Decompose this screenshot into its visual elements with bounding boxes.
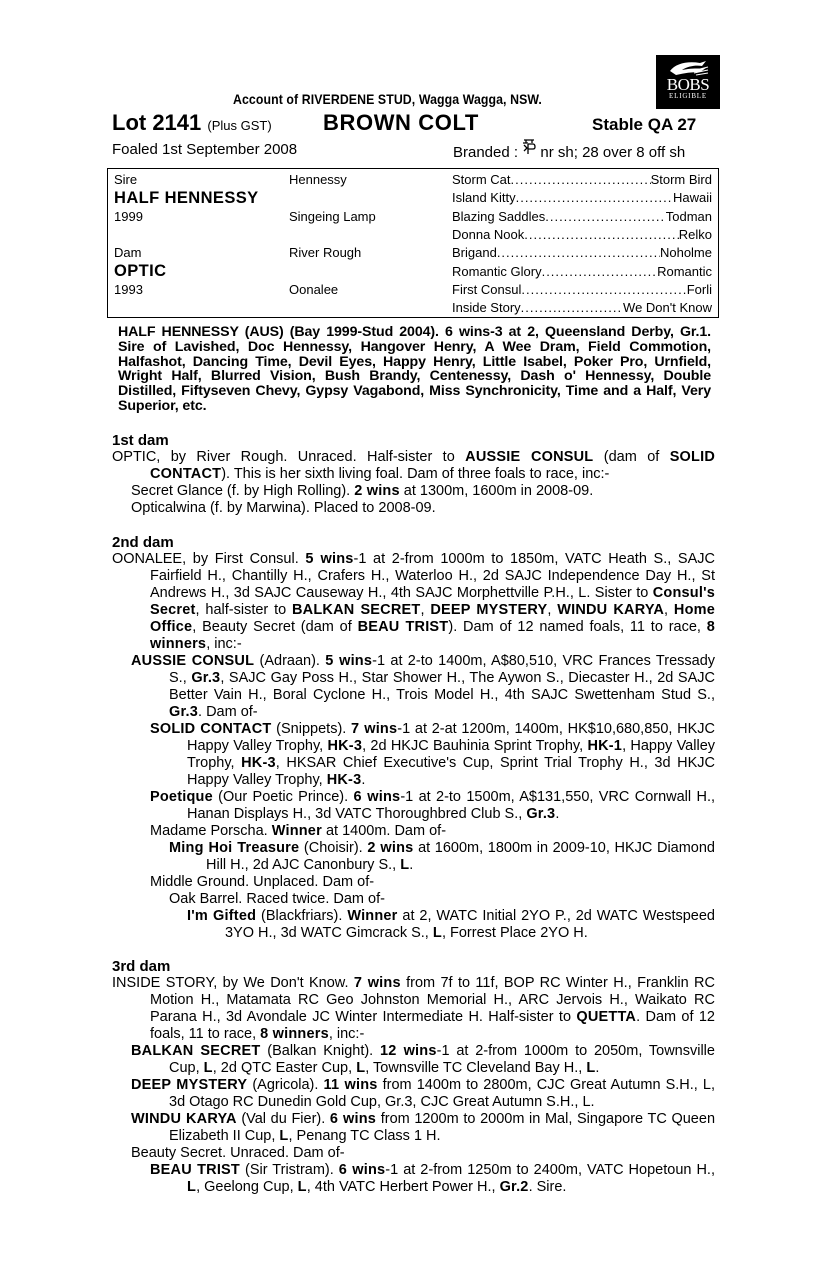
- bold-highlight: 8 winners: [150, 619, 716, 652]
- pedigree-entry: [150, 789, 715, 823]
- entry-text: , inc:-: [328, 1026, 365, 1042]
- entry-text: at 1300m, 1600m in 2008-09.: [399, 483, 594, 499]
- horse-description: BROWN COLT: [323, 110, 479, 135]
- entry-text: ,: [547, 602, 558, 618]
- section-heading: 1st dam: [112, 432, 169, 449]
- entry-text: from 1200m to 2000m in Mal, Singapore TC Queen Elizabeth II Cup,: [169, 1111, 716, 1144]
- bold-highlight: WINDU KARYA: [131, 1111, 237, 1127]
- bold-highlight: 5 wins: [325, 653, 373, 669]
- entry-text: Secret Glance (f. by High Rolling).: [131, 483, 355, 499]
- dam-year: 1993: [114, 282, 143, 297]
- branded-label: Branded :: [453, 144, 519, 161]
- section-heading: 2nd dam: [112, 534, 174, 551]
- entry-text: (Snippets).: [271, 721, 352, 737]
- bold-highlight: 8 winners: [260, 1026, 329, 1042]
- entry-text: , Penang TC Class 1 H.: [288, 1128, 441, 1144]
- entry-text: .: [409, 857, 414, 873]
- grandsire-paternal: Hennessy: [289, 172, 347, 187]
- entries: [112, 449, 715, 517]
- bold-highlight: L: [187, 1179, 197, 1195]
- sire-year: 1999: [114, 209, 143, 224]
- branded-info: [453, 141, 711, 161]
- entry-text: -1 at 2-to 1500m, A$131,550, VRC Cornwall H., Hanan Displays H., 3d VATC Thoroughbred Club S.,: [187, 789, 715, 822]
- entry-text: (Blackfriars).: [256, 908, 348, 924]
- lot-note: (Plus GST): [207, 118, 272, 133]
- entry-text: , half-sister to: [195, 602, 292, 618]
- entry-text: , 4th VATC Herbert Power H.,: [306, 1179, 500, 1195]
- great-grandparent-row: First Consul ..... Forli: [452, 281, 712, 299]
- bold-highlight: BALKAN SECRET: [131, 1043, 261, 1059]
- bold-highlight: QUETTA: [576, 1009, 637, 1025]
- pedigree-entry: [150, 1162, 715, 1196]
- bold-highlight: Gr.2: [499, 1179, 529, 1195]
- entry-text: Madame Porscha.: [150, 823, 272, 839]
- bold-highlight: L: [400, 857, 410, 873]
- dam-label: Dam: [114, 245, 142, 260]
- entry-text: (Agricola).: [247, 1077, 324, 1093]
- bold-highlight: L: [203, 1060, 213, 1076]
- bold-highlight: 2 wins: [367, 840, 414, 856]
- bold-highlight: L: [356, 1060, 366, 1076]
- bold-highlight: HK-1: [587, 738, 623, 754]
- entry-text: , SAJC Gay Poss H., Star Shower H., The Aywon S., Diecaster H., 2d SAJC Better Vain H., Boral Cyclone H., Trois Model H., 4th SAJC Swettenham Stud S.,: [169, 670, 715, 703]
- entry-text: ). Dam of 12 named foals, 11 to race,: [448, 619, 707, 635]
- entry-text: -1 at 2-at 1200m, 1400m, HK$10,680,850, HKJC Happy Valley Trophy,: [187, 721, 716, 754]
- sire-name: HALF HENNESSY: [114, 189, 259, 207]
- entry-text: from 7f to 11f, BOP RC Winter H., Franklin RC Motion H., Matamata RC Geo Johnston Memorial H., ARC Jervois H., Waikato RC Parana H., 3d Avondale JC Winter Intermediate H. Half-sister to: [150, 975, 715, 1025]
- pedigree-entry: [131, 1043, 715, 1077]
- entry-text: (Val du Fier).: [236, 1111, 330, 1127]
- entry-text: Opticalwina (f. by Marwina). Placed to 2008-09.: [131, 500, 436, 516]
- entry-text: (Choisir).: [299, 840, 368, 856]
- entry-text: INSIDE STORY, by We Don't Know.: [112, 975, 354, 991]
- bold-highlight: Home Office: [150, 602, 715, 635]
- entry-text: , 2d HKJC Bauhinia Sprint Trophy,: [362, 738, 588, 754]
- grandsire-maternal: River Rough: [289, 245, 362, 260]
- great-grandparent-row: Romantic Glory ..... Romantic: [452, 263, 712, 281]
- sire-label: Sire: [114, 172, 138, 187]
- great-grandparent-row: Storm Cat ..... Storm Bird: [452, 171, 712, 189]
- bobs-eligible-logo: [656, 55, 720, 109]
- pedigree-entry: [131, 500, 715, 517]
- great-grandparent-row: Island Kitty ..... Hawaii: [452, 189, 712, 207]
- bold-highlight: HK-3: [326, 772, 362, 788]
- entries: [112, 551, 715, 942]
- pedigree-entry: [150, 823, 715, 840]
- entry-text: . Dam of-: [198, 704, 258, 720]
- bold-highlight: BEAU TRIST: [357, 619, 449, 635]
- entry-text: Middle Ground. Unplaced. Dam of-: [150, 874, 375, 890]
- entry-text: OPTIC, by River Rough. Unraced. Half-sister to: [112, 449, 466, 465]
- bold-highlight: 11 wins: [323, 1077, 378, 1093]
- logo-title: BOBS: [666, 75, 710, 94]
- entry-text: Beauty Secret. Unraced. Dam of-: [131, 1145, 345, 1161]
- entry-text: . Dam of 12 foals, 11 to race,: [150, 1009, 715, 1042]
- entries: [112, 975, 715, 1196]
- entry-text: , Forrest Place 2YO H.: [441, 925, 588, 941]
- entry-text: , HKSAR Chief Executive's Cup, Sprint Trial Trophy H., 3d HKJC Happy Valley Trophy,: [187, 755, 715, 788]
- bold-highlight: Winner: [347, 908, 398, 924]
- entry-text: , 2d QTC Easter Cup,: [212, 1060, 357, 1076]
- pedigree-entry: [112, 551, 715, 653]
- bold-highlight: 6 wins: [353, 789, 401, 805]
- pedigree-entry: [169, 891, 715, 908]
- bold-highlight: BEAU TRIST: [150, 1162, 240, 1178]
- dam-name: OPTIC: [114, 262, 167, 280]
- brand-mark-icon: [522, 139, 536, 158]
- entry-text: , Beauty Secret (dam of: [192, 619, 358, 635]
- stable-number: Stable QA 27: [592, 115, 697, 134]
- bold-highlight: L: [297, 1179, 307, 1195]
- bold-highlight: DEEP MYSTERY: [430, 602, 548, 618]
- great-grandparent-row: Donna Nook ..... Relko: [452, 226, 712, 244]
- entry-text: (Sir Tristram).: [239, 1162, 339, 1178]
- bold-highlight: L: [432, 925, 442, 941]
- bold-highlight: L: [586, 1060, 596, 1076]
- pedigree-entry: [131, 1145, 715, 1162]
- bold-highlight: SOLID CONTACT: [150, 449, 715, 482]
- sire-summary: HALF HENNESSY (AUS) (Bay 1999-Stud 2004). 6 wins-3 at 2, Queensland Derby, Gr.1. Sire of Lavished, Doc Hennessy, Hangover Henry, A Wee Dram, Field Commotion, Halfashot, Dancing Time, Devil Eyes, Happy Henry, Little Isabel, Poker Pro, Urnfield, Wright Half, Blurred Vision, Bush Brandy, Centenessy, Dash o' Hennessy, Double Distilled, Fiftyseven Chevy, Gypsy Vagabond, Miss Synchronicity, Time and a Half, Very Superior, etc.: [118, 324, 711, 414]
- lot-number: [112, 110, 272, 136]
- bold-highlight: 7 wins: [351, 721, 398, 737]
- entry-text: , inc:-: [206, 636, 242, 652]
- bold-highlight: BALKAN SECRET: [292, 602, 421, 618]
- pedigree-entry: [131, 653, 715, 721]
- bold-highlight: 5 wins: [305, 551, 354, 567]
- entry-text: -1 at 2-from 1000m to 1850m, VATC Heath S., SAJC Fairfield H., Chantilly H., Crafers H., Waterloo H., 2d SAJC Independence Day H., St Andrews H., 3d SAJC Causeway H., 4th SAJC Morphettville P.H., L. Sister to: [150, 551, 715, 601]
- second-dam-section: [112, 534, 715, 942]
- third-dam-section: [112, 958, 715, 1196]
- entry-text: -1 at 2-from 1000m to 2050m, Townsville Cup,: [169, 1043, 715, 1076]
- bold-highlight: AUSSIE CONSUL: [131, 653, 255, 669]
- entry-text: OONALEE, by First Consul.: [112, 551, 306, 567]
- entry-text: , Geelong Cup,: [196, 1179, 298, 1195]
- bold-highlight: Poetique: [150, 789, 213, 805]
- bold-highlight: L: [279, 1128, 289, 1144]
- great-grandparent-row: Inside Story ..... We Don't Know: [452, 299, 712, 317]
- entry-text: , Happy Valley Trophy,: [187, 738, 716, 771]
- section-heading: 3rd dam: [112, 958, 171, 975]
- bold-highlight: WINDU KARYA: [557, 602, 665, 618]
- pedigree-entry: [169, 840, 715, 874]
- bold-highlight: 6 wins: [338, 1162, 386, 1178]
- great-grandparent-row: Brigand ..... Noholme: [452, 244, 712, 262]
- entry-text: at 1400m. Dam of-: [321, 823, 447, 839]
- bold-highlight: SOLID CONTACT: [150, 721, 272, 737]
- entry-text: . Sire.: [528, 1179, 567, 1195]
- bold-highlight: Gr.3: [169, 704, 199, 720]
- lot-label: Lot 2141: [112, 110, 202, 135]
- entry-text: ,: [664, 602, 674, 618]
- bold-highlight: AUSSIE CONSUL: [465, 449, 594, 465]
- entry-text: , Townsville TC Cleveland Bay H.,: [365, 1060, 587, 1076]
- bold-highlight: 12 wins: [380, 1043, 437, 1059]
- foaled-date: Foaled 1st September 2008: [112, 141, 298, 158]
- entry-text: ). This is her sixth living foal. Dam of three foals to race, inc:-: [221, 466, 610, 482]
- bold-highlight: Gr.3: [191, 670, 221, 686]
- pedigree-entry: [131, 483, 715, 500]
- pedigree-entry: [131, 1111, 715, 1145]
- entry-text: (Balkan Knight).: [260, 1043, 381, 1059]
- bold-highlight: Ming Hoi Treasure: [169, 840, 300, 856]
- pedigree-entry: [112, 975, 715, 1043]
- entry-text: .: [361, 772, 366, 788]
- entry-text: ,: [420, 602, 431, 618]
- entry-text: at 1600m, 1800m in 2009-10, HKJC Diamond Hill H., 2d AJC Canonbury S.,: [206, 840, 715, 873]
- granddam-paternal: Singeing Lamp: [289, 209, 376, 224]
- bold-highlight: 6 wins: [329, 1111, 377, 1127]
- bold-highlight: 2 wins: [354, 483, 400, 499]
- logo-subtitle: ELIGIBLE: [669, 92, 707, 100]
- pedigree-table: [107, 168, 719, 318]
- vendor-account: Account of RIVERDENE STUD, Wagga Wagga, NSW.: [233, 91, 542, 107]
- great-grandparent-row: Blazing Saddles ..... Todman: [452, 208, 712, 226]
- entry-text: from 1400m to 2800m, CJC Great Autumn S.H., L, 3d Otago RC Dunedin Gold Cup, Gr.3, CJC Great Autumn S.H., L.: [169, 1077, 715, 1110]
- entry-text: at 2, WATC Initial 2YO P., 2d WATC Westspeed 3YO H., 3d WATC Gimcrack S.,: [225, 908, 716, 941]
- bold-highlight: HK-3: [327, 738, 363, 754]
- bold-highlight: Consul's Secret: [150, 585, 715, 618]
- bold-highlight: I'm Gifted: [187, 908, 257, 924]
- entry-text: .: [555, 806, 560, 822]
- first-dam-section: [112, 432, 715, 517]
- pedigree-entry: [112, 449, 715, 483]
- entry-text: .: [595, 1060, 600, 1076]
- pedigree-entry: [150, 721, 715, 789]
- bold-highlight: HK-3: [241, 755, 276, 771]
- pedigree-entry: [187, 908, 715, 942]
- entry-text: -1 at 2-to 1400m, A$80,510, VRC Frances Tressady S.,: [169, 653, 716, 686]
- granddam-maternal: Oonalee: [289, 282, 339, 297]
- pedigree-entry: [131, 1077, 715, 1111]
- bold-highlight: DEEP MYSTERY: [131, 1077, 248, 1093]
- bold-highlight: Winner: [271, 823, 322, 839]
- entry-text: (dam of: [593, 449, 670, 465]
- bold-highlight: 7 wins: [353, 975, 401, 991]
- pedigree-entry: [150, 874, 715, 891]
- bold-highlight: Gr.3: [526, 806, 556, 822]
- branded-detail: nr sh; 28 over 8 off sh: [540, 144, 686, 161]
- entry-text: -1 at 2-from 1250m to 2400m, VATC Hopetoun H.,: [385, 1162, 715, 1178]
- entry-text: (Adraan).: [254, 653, 326, 669]
- entry-text: Oak Barrel. Raced twice. Dam of-: [169, 891, 385, 907]
- entry-text: (Our Poetic Prince).: [212, 789, 354, 805]
